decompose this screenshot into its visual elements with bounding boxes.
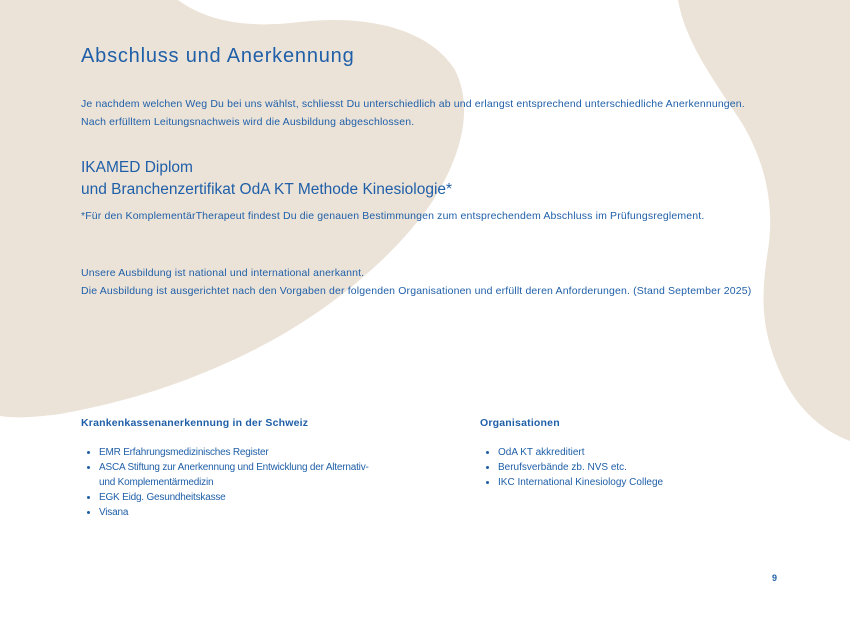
intro-line: Nach erfülltem Leitungsnachweis wird die Ausbildung abgeschlossen.: [81, 116, 415, 128]
list-item: • EMR Erfahrungsmedizinisches Register: [99, 445, 381, 460]
intro-text: [81, 95, 745, 131]
diploma-heading: [81, 157, 452, 201]
recognition-line: Die Ausbildung ist ausgerichtet nach den Vorgaben der folgenden Organisationen und erfüllt deren Anforderungen. (Stand September 2025): [81, 285, 752, 297]
diploma-line-2: und Branchenzertifikat OdA KT Methode Kinesiologie*: [81, 181, 453, 198]
diploma-line-1: IKAMED Diplom: [81, 159, 193, 176]
health-insurance-list: [81, 445, 381, 520]
organisations-section: [480, 417, 780, 490]
list-item: • ASCA Stiftung zur Anerkennung und Entwicklung der Alternativ- und Komplementärmedizin: [99, 460, 381, 490]
list-item: • Visana: [99, 505, 381, 520]
recognition-text: [81, 264, 751, 300]
list-item: • Berufsverbände zb. NVS etc.: [498, 460, 780, 475]
list-item: • OdA KT akkreditiert: [498, 445, 780, 460]
health-insurance-section: [81, 417, 381, 520]
footnote: *Für den KomplementärTherapeut findest Du die genauen Bestimmungen zum entsprechendem Abschluss im Prüfungsreglement.: [81, 210, 705, 222]
recognition-line: Unsere Ausbildung ist national und international anerkannt.: [81, 267, 365, 279]
organisations-heading: Organisationen: [480, 417, 560, 429]
intro-line: Je nachdem welchen Weg Du bei uns wählst, schliesst Du unterschiedlich ab und erlangst entsprechend unterschiedliche Anerkennungen.: [81, 98, 745, 110]
list-item: • IKC International Kinesiology College: [498, 475, 780, 490]
page-number: 9: [772, 573, 778, 583]
page-title: Abschluss und Anerkennung: [81, 45, 355, 67]
health-insurance-heading: Krankenkassenanerkennung in der Schweiz: [81, 417, 309, 429]
organisations-list: [480, 445, 780, 490]
list-item: • EGK Eidg. Gesundheitskasse: [99, 490, 381, 505]
